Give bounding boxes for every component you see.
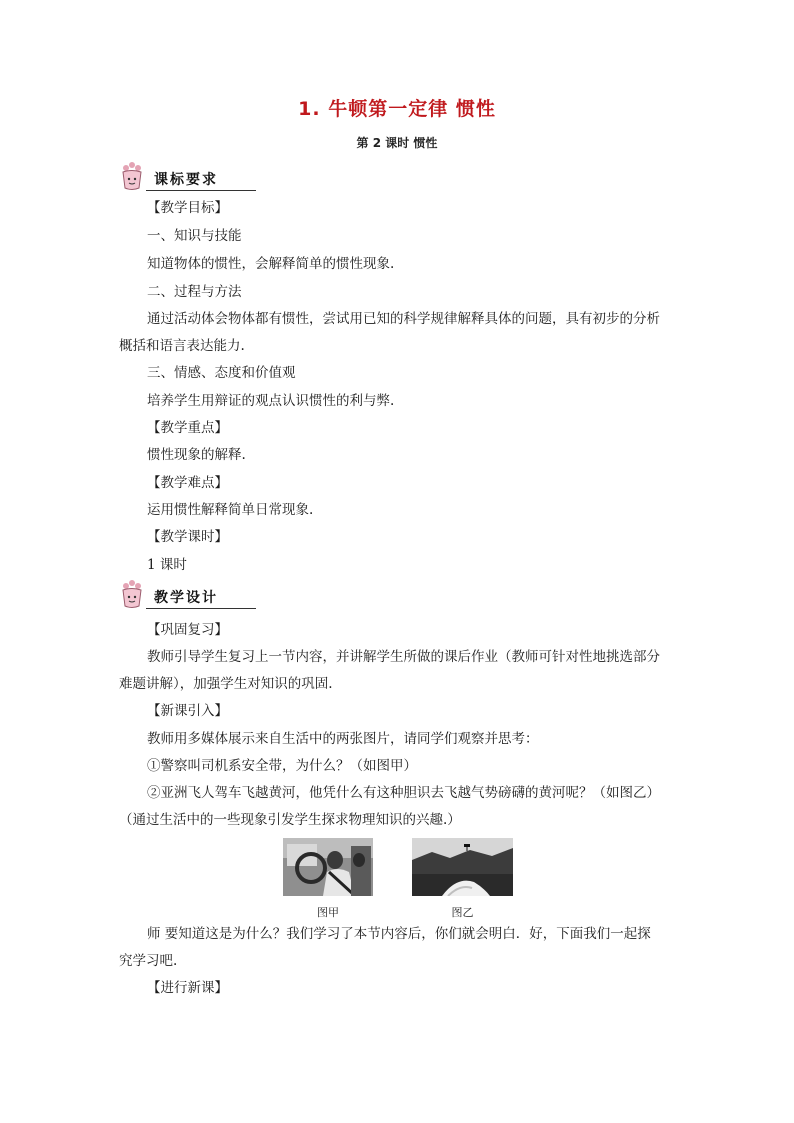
text-line: ①警察叫司机系安全带，为什么？（如图甲） bbox=[147, 758, 417, 774]
text-line: 概括和语言表达能力. bbox=[119, 338, 245, 354]
text-line: ②亚洲飞人驾车飞越黄河，他凭什么有这种胆识去飞越气势磅礴的黄河呢？（如图乙） bbox=[147, 785, 660, 801]
text-line: 通过活动体会物体都有惯性，尝试用已知的科学规律解释具体的问题，具有初步的分析 bbox=[147, 311, 660, 327]
text-line: 师 要知道这是为什么？我们学习了本节内容后，你们就会明白．好，下面我们一起探 bbox=[147, 926, 651, 942]
section-label: 课标要求 bbox=[154, 172, 218, 188]
yellow-river-jump-photo-icon bbox=[412, 838, 513, 896]
figure-jia bbox=[283, 838, 373, 920]
section-rule bbox=[146, 608, 256, 609]
text-line: （通过生活中的一些现象引发学生探求物理知识的兴趣.） bbox=[119, 812, 461, 828]
text-line: 教师引导学生复习上一节内容，并讲解学生所做的课后作业（教师可针对性地挑选部分 bbox=[147, 649, 660, 665]
flower-icon bbox=[116, 160, 150, 194]
section-label: 教学设计 bbox=[154, 590, 218, 606]
section-rule bbox=[146, 190, 256, 191]
text-line: 培养学生用辩证的观点认识惯性的利与弊. bbox=[147, 393, 395, 409]
text-line: 【巩固复习】 bbox=[147, 622, 228, 638]
page-title: 1. 牛顿第一定律 惯性 bbox=[298, 98, 496, 120]
figure-caption: 图乙 bbox=[451, 906, 474, 919]
section-header-standards bbox=[116, 160, 246, 194]
text-line: 运用惯性解释简单日常现象. bbox=[147, 502, 314, 518]
text-line: 【教学重点】 bbox=[147, 420, 228, 436]
section-header-design bbox=[116, 578, 246, 612]
text-line: 【进行新课】 bbox=[147, 980, 228, 996]
text-line: 【教学目标】 bbox=[147, 200, 228, 216]
figure-caption: 图甲 bbox=[317, 906, 339, 919]
text-line: 二、过程与方法 bbox=[147, 284, 242, 300]
text-line: 究学习吧. bbox=[119, 953, 178, 969]
figure-yi bbox=[412, 838, 513, 920]
text-line: 【教学难点】 bbox=[147, 475, 228, 491]
text-line: 【教学课时】 bbox=[147, 529, 228, 545]
text-line: 三、情感、态度和价值观 bbox=[147, 365, 296, 381]
text-line: 难题讲解），加强学生对知识的巩固. bbox=[119, 676, 333, 692]
page-subtitle: 第 2 课时 惯性 bbox=[356, 136, 438, 150]
text-line: 1 课时 bbox=[147, 557, 187, 573]
text-line: 教师用多媒体展示来自生活中的两张图片，请同学们观察并思考： bbox=[147, 731, 539, 747]
seatbelt-photo-icon bbox=[283, 838, 373, 896]
flower-icon bbox=[116, 578, 150, 612]
text-line: 惯性现象的解释. bbox=[147, 447, 246, 463]
text-line: 知道物体的惯性，会解释简单的惯性现象. bbox=[147, 256, 395, 272]
text-line: 【新课引入】 bbox=[147, 703, 228, 719]
text-line: 一、知识与技能 bbox=[147, 228, 242, 244]
